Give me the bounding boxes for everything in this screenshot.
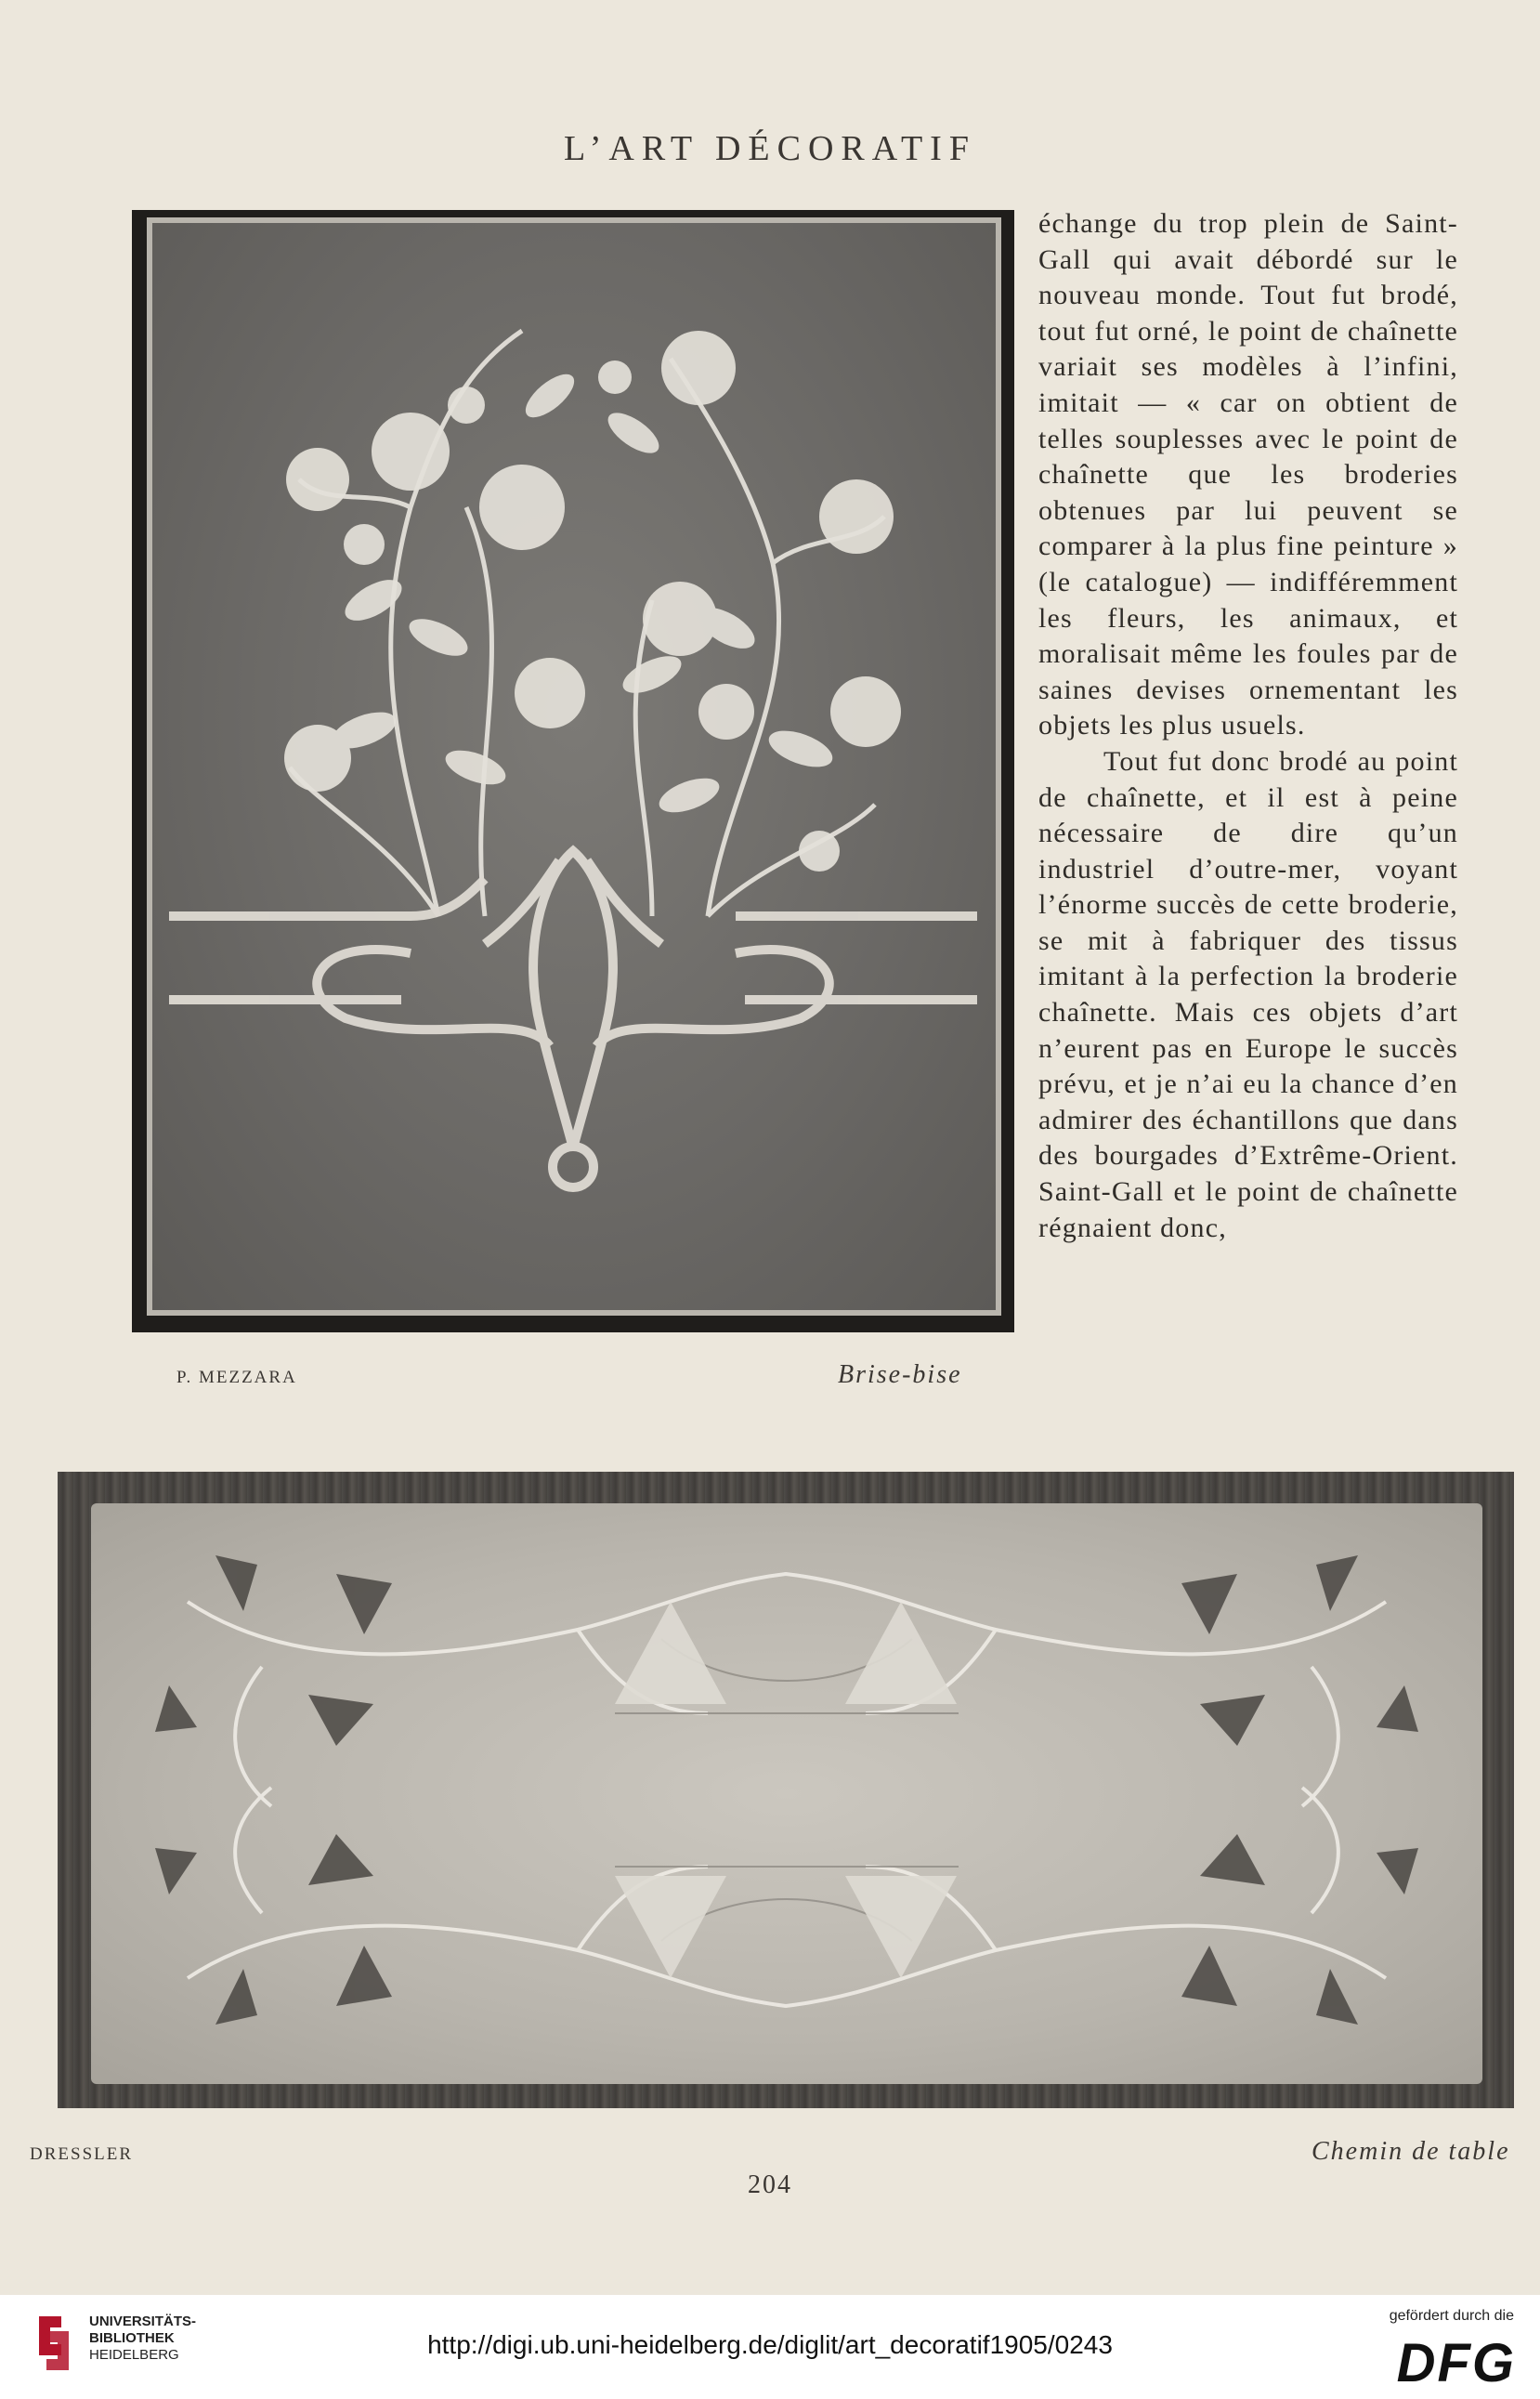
dfg-logo: DFG [1396,2333,1516,2393]
embroidery-illustration [132,210,1014,1332]
photo-brise-bise [132,210,1014,1332]
running-head: L’ART DÉCORATIF [564,129,976,168]
figure2-artist: DRESSLER [30,2144,134,2164]
body-paragraph-1: échange du trop plein de Saint-Gall qui avait débordé sur le nouveau monde. Tout fut brodé, tout fut orné, le point de chaînette variait ses modèles à l’infini, imitait — « car on obtient de telles souplesses avec le point de chaînette que les broderies obtenues par lui peuvent se comparer à la plus fine peinture » (le catalogue) — indifféremment les fleurs, les animaux, et moralisait même les foules par de saines devises ornementant les objets les plus usuels. [1038,208,1458,741]
funding-label: gefördert durch die [1389,2308,1514,2324]
photo-chemin-de-table [58,1472,1514,2108]
institution-line-1: UNIVERSITÄTS- [89,2314,197,2329]
institution-line-3: HEIDELBERG [89,2347,179,2363]
table-runner-embroidery [58,1472,1514,2108]
institution-line-2: BIBLIOTHEK [89,2330,175,2346]
body-text-column [1038,206,1458,1246]
figure1-title: Brise-bise [838,1360,962,1389]
figure2-title: Chemin de table [1312,2137,1510,2166]
source-url-link[interactable]: http://digi.ub.uni-heidelberg.de/diglit/art_decoratif1905/0243 [427,2330,1113,2359]
page-number: 204 [748,2170,792,2199]
body-paragraph-2: Tout fut donc brodé au point de chaînette, et il est à peine nécessaire de dire qu’un industriel d’outre-mer, voyant l’énorme succès de cette broderie, se mit à fabriquer des tissus imitant à la perfection la broderie chaînette. Mais ces objets d’art n’eurent pas en Europe le succès prévu, et je n’ai eu la chance d’en admirer des échantillons que dans des bourgades d’Extrême-Orient. Saint-Gall et le point de chaînette régnaient donc, [1038,745,1458,1243]
figure1-artist: P. MEZZARA [176,1368,297,1387]
